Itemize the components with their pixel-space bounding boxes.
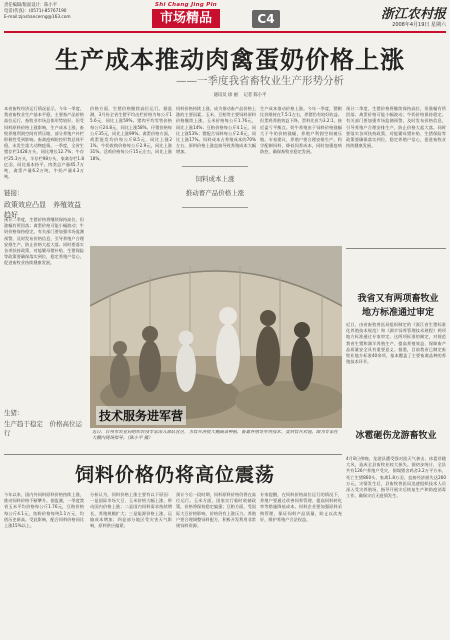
right-story-1-title-line-1: 我省又有两项畜牧业 xyxy=(357,294,439,304)
side-link-headline: 政策效应凸显 养殖效益趋好 xyxy=(4,201,81,219)
side-link-label: 链接： xyxy=(4,189,24,197)
bottom-col-3: 预计今后一段时期，饲料原料价格仍将在高位运行。玉米方面，国家实行临时收储政策，价格将保持稳定偏强；豆粕方面，受国际大豆价格影响，价格仍有上涨压力。养殖户要合理调整饲料配方，积极开发利用非常规饲料资源。 xyxy=(176,492,256,529)
bottom-col-4: 专家提醒，在饲料价格高位运行的情况下，养殖户要通过改善饲养管理、提高饲料转化率等措施降低成本。饲料企业要加强原料采购管理，保证饲料产品质量，防止以次充好，维护养殖户合法权益。 xyxy=(260,492,342,522)
section-title: 市场精品 xyxy=(152,9,220,28)
bottom-col-2: 分析认为，饲料价格上涨主要有以下原因：一是国际市场大豆、玉米价格大幅上涨，带动国内价格上涨；二是国内饲料需求持续增长，养殖规模扩大；三是能源价格上涨，运输成本增加；四是部分地区受灾害天气影响，原料供应偏紧。 xyxy=(90,492,172,529)
page-code: C4 xyxy=(257,12,275,26)
article-col-2: 价格方面，生猪价格继续高位运行。据监测，3月份全省生猪平均出栏价格为每公斤15.6元，同比上涨59%。猪肉平均零售价格每公斤24.8元，同比上涨58%。仔猪价格每公斤35元，同比上涨99%。禽蛋价格方面，鸡蛋批发均价每公斤8.5元，同比上涨21%。牛奶收购价格每公斤2.9元，同比上涨31%。活鸡价格每公斤15元左右，同比上涨18%。 xyxy=(90,106,172,161)
article-col-1: 本省畜牧经济运行情况显示，今年一季度，我省畜牧业生产基本平稳，主要畜产品价格高位运行，畜牧业市场总体形势较好。但受饲料原料价格上涨影响，生产成本上涨，畜牧养殖利润空间有所压缩，部分养殖户补栏积极性受到影响。畜禽疫病防控形势总体平稳，未发生重大动物疫情。一季度，全省生猪存栏1428万头，同比增长12.7%；牛存栏25.3万头，羊存栏98万头，家禽存栏1.8亿羽，同比基本持平。肉类总产量45.7万吨，禽蛋产量6.2万吨，牛奶产量4.3万吨。 xyxy=(4,106,84,180)
email-line: E-mail:zjnshancerng@163.com xyxy=(4,15,71,20)
section-banner xyxy=(152,2,220,29)
article-col-3: 饲料价格持续上涨，成为推动畜产品价格上涨的主要因素。玉米、豆粕等主要饲料原料价格继续上涨，玉米价格每公斤1.76元，同比上涨14%；豆粕价格每公斤4.1元，同比上涨53%；猪配合饲料每公斤2.6元，同比上涨17%。饲料成本占养殖成本的70%左右，原料价格上涨直接导致养殖成本大幅增加。 xyxy=(176,106,256,155)
editor-info xyxy=(4,3,124,21)
right-story-1-body: 近日，由省畜牧兽医局组织制定的《浙江省生猪标准化养殖技术规范》和《湖羊饲养管理技术规程》两项地方标准通过专家审定。这两项标准的制定，对规范我省生猪和湖羊养殖生产、提高养殖效益、保障畜产品质量安全具有重要意义。据悉，目前我省已制定畜牧业地方标准40余项，基本覆盖了主要畜禽品种的养殖技术环节。 xyxy=(346,322,446,365)
bottom-col-1: 今年以来，国内外饲料原料价格持续上涨，推动饲料价格不断攀升。据监测，一季度我省玉米平均价格每公斤1.76元，豆粕价格每公斤4.1元，鱼粉价格每吨1.1万元，均创历史新高。受此影响，配合饲料价格同比上涨15%以上。 xyxy=(4,492,84,529)
editor-line: 责任编辑/版面设计：陈小平 xyxy=(4,3,58,8)
side-link-box xyxy=(4,188,84,219)
phone-line: 电话(传真)：(0571)-85767190 xyxy=(4,9,67,14)
bottom-divider xyxy=(4,454,342,455)
photo-illustration xyxy=(90,246,342,428)
article-col-1b: 预计二季度，生猪价格将继续保持高位，但涨幅有所回落；禽蛋价格可能小幅波动；牛奶价格保持稳定。有关部门要加强市场监测预警，及时发布价格信息，引导养殖户合理安排生产，防止价格大起大落。同时要落实各项扶持政策，对能繁母猪补贴、生猪保险等政策要确保落实到位，稳定养殖户信心，促进畜牧业持续健康发展。 xyxy=(4,217,84,266)
masthead xyxy=(0,0,450,38)
paper-name: 浙江农村报 xyxy=(380,7,446,22)
article-col-5: 预计二季度，生猪价格将继续保持高位，但涨幅有所回落；禽蛋价格可能小幅波动；牛奶价格保持稳定。有关部门要加强市场监测预警，及时发布价格信息，引导养殖户合理安排生产，防止价格大起大落。同时要落实各项扶持政策，对能繁母猪补贴、生猪保险等政策要确保落实到位，稳定养殖户信心，促进畜牧业持续健康发展。 xyxy=(346,106,446,149)
right-story-1-title-line-2: 地方标准通过审定 xyxy=(361,308,434,318)
section-pinyin: Shi Chang Jing Pin xyxy=(154,2,218,8)
side-link-headline-2: 生产趋于稳定 价格高位运行 xyxy=(4,420,82,437)
right-divider xyxy=(346,248,446,249)
sub-headline: ——一季度我省畜牧业生产形势分析 xyxy=(176,75,344,87)
news-photo xyxy=(90,246,342,428)
main-headline: 生产成本推动肉禽蛋奶价格上涨 xyxy=(55,46,405,74)
bottom-headline: 饲料价格仍将高位震荡 xyxy=(74,464,275,486)
photo-caption-title: 技术服务进军营 xyxy=(96,406,186,425)
photo-caption: 近日，台州市农业局组织农技专家深入部队营区，为官兵讲授大棚蔬菜种植、畜禽养殖等实用技术，受到官兵欢迎。图为专家在大棚内现场指导。（陈小平 摄） xyxy=(92,430,338,441)
right-story-2-title: 冰雹砸伤龙游畜牧业 xyxy=(355,431,437,441)
byline: 通讯员 徐 丽 记者 陈小平 xyxy=(213,93,267,98)
date-line: 2008年4月19日 星期六 xyxy=(392,22,446,28)
pull-quote-line-2: 推动畜产品价格上涨 xyxy=(185,189,245,197)
side-link-label-2: 生猪： xyxy=(4,409,24,417)
right-story-2-body: 4月8日傍晚，龙游县遭受强对流天气袭击，冰雹伴随大风，造成全县畜牧业较大损失。据初步统计，全县共有126户养殖户受灾，倒塌猪舍鸡舍3.2万平方米，死亡生猪860头、家禽1.8万羽，直接经济损失达260万元。灾情发生后，县畜牧兽医局迅速组织技术人员深入受灾养殖场，指导开展灾后恢复生产和防疫消毒工作，确保灾后无疫情发生。 xyxy=(346,456,446,499)
pull-quote xyxy=(182,166,248,208)
side-link-box-2 xyxy=(4,408,84,438)
article-col-4: 生产成本推动价格上涨。今年一季度，猪粮比价维持在7.5:1左右，养猪仍有较好收益。但蛋鸡养殖效益下降，蛋料比价为3.2:1，接近盈亏平衡点。奶牛养殖由于饲料价格涨幅大于牛奶价格涨幅，养殖户利润空间被压缩。专家建议，养殖户要合理安排生产，科学配制饲料，降低饲养成本，同时加强疫病防控，确保畜牧业稳定发展。 xyxy=(260,106,342,155)
pull-quote-line-1: 饲料成本上涨 xyxy=(195,175,235,183)
right-story-1-title xyxy=(350,292,446,320)
header-rule xyxy=(4,31,446,33)
page-code-badge xyxy=(252,10,280,28)
